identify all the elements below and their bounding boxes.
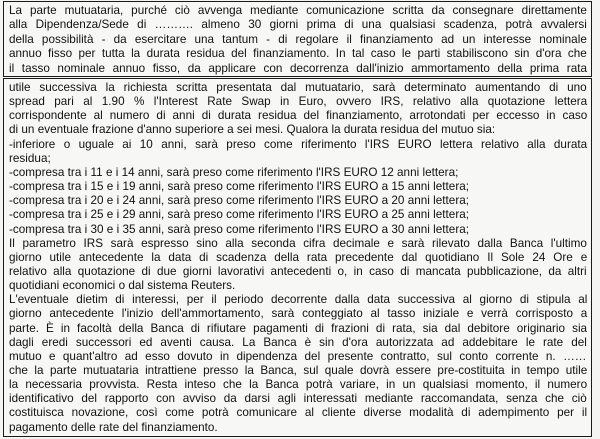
- text-line: mutuo e quant'altro ad esso dovuto in dipendenza del presente contratto, sul conto corrente n. ……: [9, 349, 587, 363]
- text-line: pagamento delle rate del finanziamento.: [9, 420, 218, 434]
- text-line: annuo fisso per tutta la durata residua del finanziamento. In tal caso le parti stabiliscono sin d'ora che: [9, 47, 587, 61]
- text-line: residua;: [9, 151, 51, 165]
- text-line: alla Dipendenza/Sede di ………. almeno 30 giorni prima di una qualsiasi scadenza, potrà avvalersi: [9, 18, 587, 32]
- text-line: giorno utile antecedente la data di scadenza della rata precedente dal quotidiano Il Sole 24 Ore e: [9, 250, 588, 264]
- text-line: -compresa tra i 20 e i 24 anni, sarà preso come riferimento l'IRS EURO a 20 anni lettera;: [9, 194, 470, 208]
- text-line: costituisca novazione, così come potrà comunicare al cliente diverse modalità di adempimento per il: [9, 406, 588, 420]
- main-text-block: [3, 78, 592, 437]
- text-line: quotidiani economici o dal sistema Reuters.: [9, 279, 236, 293]
- text-line: -compresa tra i 30 e i 35 anni, sarà preso come riferimento l'IRS EURO a 30 anni lettera;: [9, 222, 470, 236]
- text-line: di un eventuale frazione d'anno superiore a sei mesi. Qualora la durata residua del mutuo sia:: [9, 123, 496, 137]
- text-line: -compresa tra i 25 e i 29 anni, sarà preso come riferimento l'IRS EURO a 25 anni lettera;: [9, 208, 470, 222]
- text-line: della possibilità - da esercitare una tantum - di regolare il finanziamento ad un interesse nominale: [9, 32, 587, 46]
- text-line: Il parametro IRS sarà espresso sino alla seconda cifra decimale e sarà rilevato dalla Banca l'ultimo: [9, 236, 587, 250]
- text-line: corrispondente al numero di anni di durata residua del finanziamento, arrotondati per eccesso in caso: [9, 109, 588, 123]
- text-line: che la parte mutuataria intrattiene presso la Banca, sul quale dovrà essere pre-costituita in tempo utile: [9, 364, 588, 377]
- text-line: relativo alla quotazione di due giorni lavorativi antecedenti o, in caso di mancata pubblicazione, da altri: [9, 264, 587, 278]
- text-line: utile successiva la richiesta scritta presentata dal mutuatario, sarà determinato aumentando di uno: [9, 81, 587, 94]
- top-text-block: [3, 1, 592, 77]
- text-line: la necessaria provvista. Resta inteso che la Banca potrà variare, in un qualsiasi momento, il numero: [9, 378, 588, 392]
- text-line: il tasso nominale annuo fisso, da applicare con decorrenza dall'inizio ammortamento della prima rata: [9, 61, 588, 75]
- text-line: dagli eredi successori ed aventi causa. La Banca è sin d'ora autorizzata ad addebitare le rate del: [9, 335, 587, 349]
- text-line: -compresa tra i 11 e i 14 anni, sarà preso come riferimento l'IRS EURO 12 anni lettera;: [9, 165, 459, 179]
- text-line: -compresa tra i 15 e i 19 anni, sarà preso come riferimento l'IRS EURO a 15 anni lettera;: [9, 180, 470, 194]
- text-line: parte. È in facoltà della Banca di rifiutare pagamenti di frazioni di rata, sia dal debitore originario sia: [9, 321, 588, 335]
- text-line: -inferiore o uguale ai 10 anni, sarà preso come riferimento l'IRS EURO lettera relativo alla durata: [9, 137, 588, 151]
- text-line: L'eventuale dietim di interessi, per il periodo decorrente dalla data successiva al giorno di stipula al: [9, 293, 588, 307]
- text-line: spread pari al 1.90 % l'Interest Rate Swap in Euro, ovvero IRS, relativo alla quotazione lettera: [9, 95, 588, 109]
- text-line: giorno antecedente l'inizio dell'ammortamento, sarà conteggiato al tasso iniziale e verrà corrisposto a: [9, 307, 588, 321]
- text-line: La parte mutuataria, purché ciò avvenga mediante comunicazione scritta da consegnare direttamente: [9, 4, 587, 17]
- text-line: identificativo del rapporto con avviso da darsi agli interessati mediante raccomandata, senza che ciò: [9, 392, 587, 406]
